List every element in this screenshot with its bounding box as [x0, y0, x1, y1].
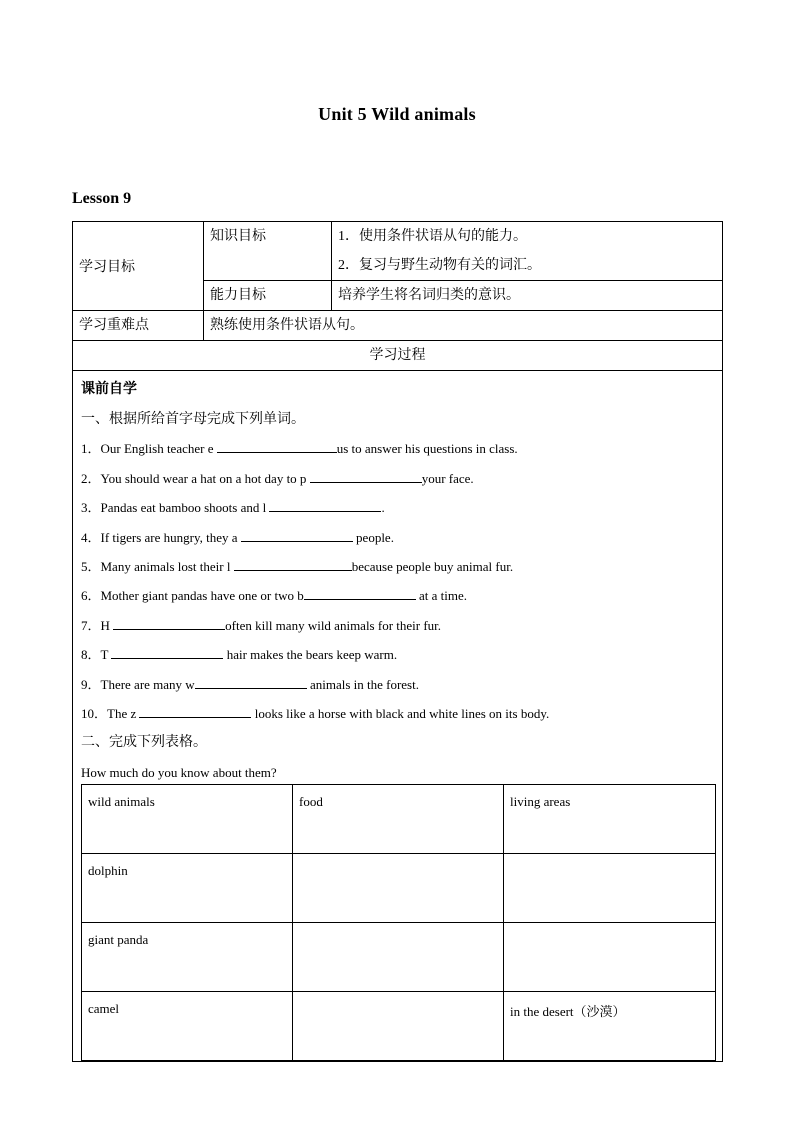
- table-row: [82, 922, 716, 991]
- food-cell[interactable]: [293, 991, 504, 1060]
- answer-blank[interactable]: [241, 527, 353, 542]
- question-3: 3．Pandas eat bamboo shoots and l .: [81, 493, 714, 522]
- area-cell[interactable]: [504, 853, 716, 922]
- part2-intro: How much do you know about them?: [81, 764, 277, 780]
- animal-name: camel: [82, 991, 293, 1060]
- process-header: 学习过程: [73, 341, 723, 371]
- header-food: food: [293, 784, 504, 853]
- page-title: Unit 5 Wild animals: [318, 104, 476, 124]
- lesson-plan-table: [72, 221, 723, 1062]
- objectives-label: 学习目标: [73, 222, 204, 311]
- answer-blank[interactable]: [195, 674, 307, 689]
- question-9: 9．There are many w animals in the forest.: [81, 670, 714, 699]
- ability-text: 培养学生将名词归类的意识。: [332, 281, 723, 311]
- knowledge-item: 2．复习与野生动物有关的词汇。: [338, 258, 541, 273]
- knowledge-items: [332, 222, 723, 281]
- knowledge-label: 知识目标: [204, 222, 332, 281]
- table-row: [82, 853, 716, 922]
- part1-title: 一、根据所给首字母完成下列单词。: [81, 412, 305, 427]
- animal-table: [81, 784, 716, 1061]
- table-header-row: [82, 784, 716, 853]
- question-2: 2．You should wear a hat on a hot day to p your face.: [81, 464, 714, 493]
- header-living-areas: living areas: [504, 784, 716, 853]
- header-wild-animals: wild animals: [82, 784, 293, 853]
- animal-name: dolphin: [82, 853, 293, 922]
- process-content: [73, 371, 723, 1062]
- food-cell[interactable]: [293, 853, 504, 922]
- question-8: 8．T hair makes the bears keep warm.: [81, 640, 714, 669]
- key-points-label: 学习重难点: [73, 311, 204, 341]
- question-5: 5．Many animals lost their l because people buy animal fur.: [81, 552, 714, 581]
- answer-blank[interactable]: [304, 585, 416, 600]
- question-7: 7．H often kill many wild animals for their fur.: [81, 611, 714, 640]
- question-4: 4．If tigers are hungry, they a people.: [81, 523, 714, 552]
- answer-blank[interactable]: [269, 497, 381, 512]
- answer-blank[interactable]: [139, 703, 251, 718]
- answer-blank[interactable]: [310, 468, 422, 483]
- preview-title: 课前自学: [81, 382, 137, 397]
- question-10: 10．The z looks like a horse with black and white lines on its body.: [81, 699, 714, 728]
- key-points-text: 熟练使用条件状语从句。: [204, 311, 723, 341]
- question-1: 1．Our English teacher e us to answer his questions in class.: [81, 434, 714, 463]
- animal-name: giant panda: [82, 922, 293, 991]
- food-cell[interactable]: [293, 922, 504, 991]
- lesson-heading: Lesson 9: [72, 190, 132, 207]
- question-6: 6．Mother giant pandas have one or two b at a time.: [81, 581, 714, 610]
- ability-label: 能力目标: [204, 281, 332, 311]
- answer-blank[interactable]: [111, 644, 223, 659]
- area-cell[interactable]: in the desert（沙漠）: [504, 991, 716, 1060]
- table-row: [82, 991, 716, 1060]
- answer-blank[interactable]: [217, 438, 337, 453]
- answer-blank[interactable]: [113, 615, 225, 630]
- knowledge-item: 1．使用条件状语从句的能力。: [338, 229, 527, 244]
- part2-title: 二、完成下列表格。: [81, 735, 207, 751]
- answer-blank[interactable]: [234, 556, 352, 571]
- area-cell[interactable]: [504, 922, 716, 991]
